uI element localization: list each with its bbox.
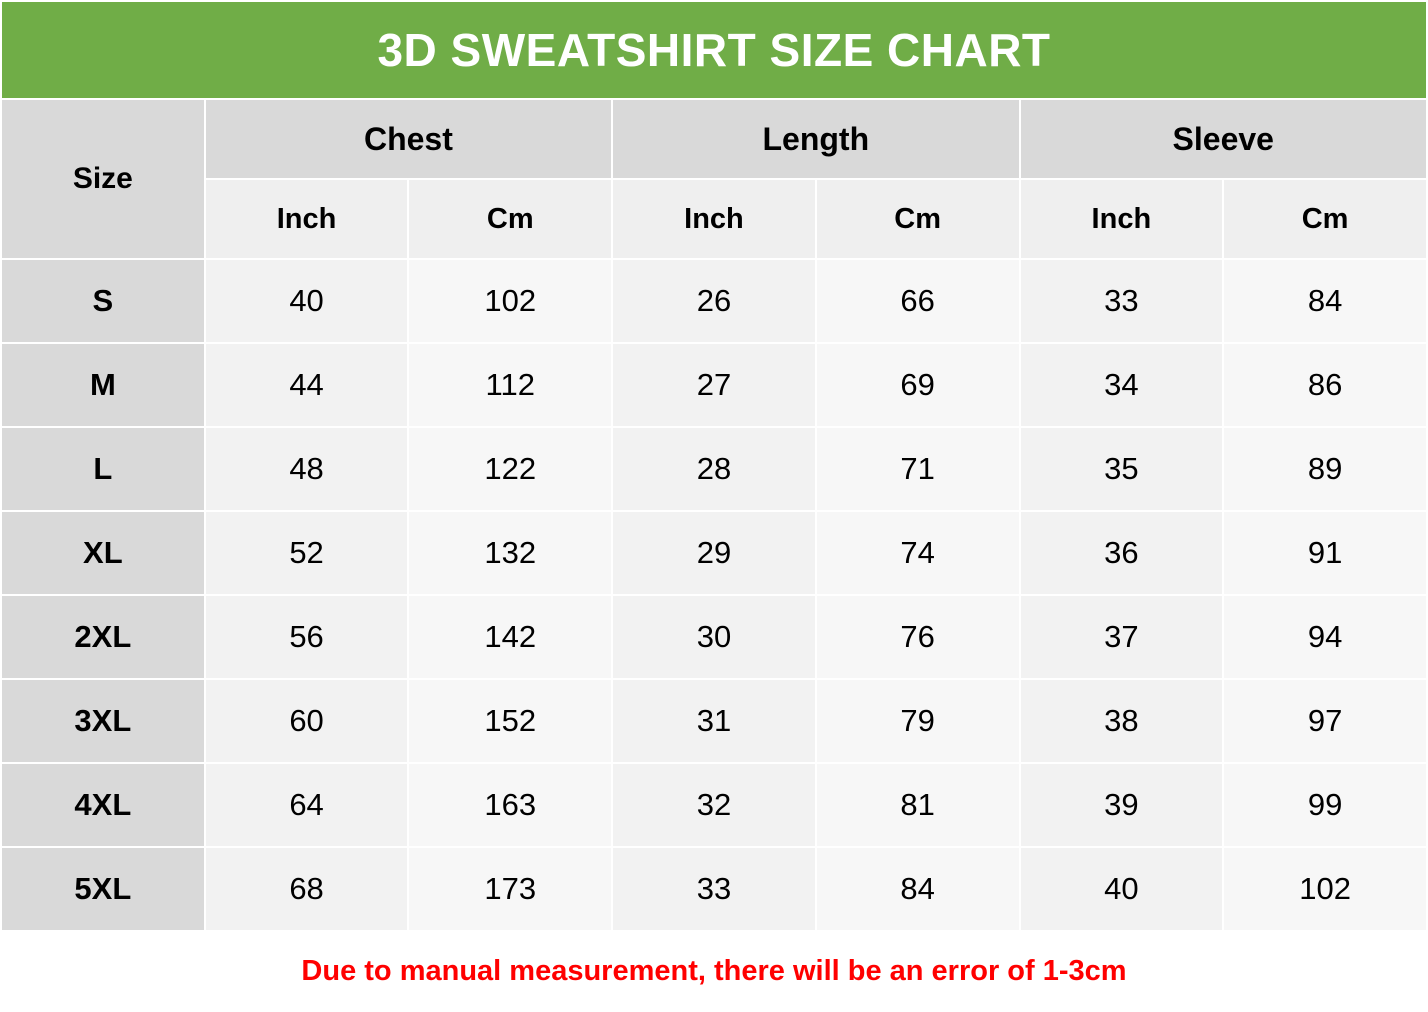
cell-length-cm: 79 xyxy=(816,679,1020,763)
column-header-size: Size xyxy=(1,99,205,259)
cell-length-inch: 29 xyxy=(612,511,816,595)
cell-length-inch: 33 xyxy=(612,847,816,931)
cell-chest-cm: 142 xyxy=(408,595,612,679)
cell-chest-inch: 44 xyxy=(205,343,409,427)
cell-sleeve-cm: 84 xyxy=(1223,259,1427,343)
cell-sleeve-inch: 36 xyxy=(1020,511,1224,595)
column-header-sleeve-cm: Cm xyxy=(1223,179,1427,259)
table-title-row xyxy=(1,1,1427,99)
column-group-sleeve: Sleeve xyxy=(1020,99,1427,179)
column-group-chest: Chest xyxy=(205,99,612,179)
table-row xyxy=(1,679,1427,763)
cell-sleeve-inch: 38 xyxy=(1020,679,1224,763)
row-size-label: L xyxy=(1,427,205,511)
cell-chest-inch: 60 xyxy=(205,679,409,763)
cell-chest-cm: 152 xyxy=(408,679,612,763)
cell-length-cm: 74 xyxy=(816,511,1020,595)
column-header-sleeve-inch: Inch xyxy=(1020,179,1224,259)
cell-chest-inch: 48 xyxy=(205,427,409,511)
cell-length-cm: 66 xyxy=(816,259,1020,343)
row-size-label: M xyxy=(1,343,205,427)
cell-sleeve-cm: 102 xyxy=(1223,847,1427,931)
cell-sleeve-inch: 39 xyxy=(1020,763,1224,847)
cell-length-inch: 30 xyxy=(612,595,816,679)
column-header-chest-cm: Cm xyxy=(408,179,612,259)
table-row xyxy=(1,595,1427,679)
cell-chest-inch: 68 xyxy=(205,847,409,931)
cell-chest-cm: 102 xyxy=(408,259,612,343)
row-size-label: 2XL xyxy=(1,595,205,679)
cell-sleeve-inch: 33 xyxy=(1020,259,1224,343)
cell-sleeve-inch: 34 xyxy=(1020,343,1224,427)
row-size-label: S xyxy=(1,259,205,343)
table-unit-header-row xyxy=(1,179,1427,259)
cell-length-cm: 84 xyxy=(816,847,1020,931)
page-title: 3D SWEATSHIRT SIZE CHART xyxy=(1,1,1427,99)
measurement-note: Due to manual measurement, there will be an error of 1-3cm xyxy=(1,931,1427,1011)
cell-length-inch: 28 xyxy=(612,427,816,511)
table-row xyxy=(1,259,1427,343)
cell-sleeve-cm: 97 xyxy=(1223,679,1427,763)
cell-sleeve-cm: 99 xyxy=(1223,763,1427,847)
table-row xyxy=(1,847,1427,931)
cell-chest-inch: 40 xyxy=(205,259,409,343)
row-size-label: 4XL xyxy=(1,763,205,847)
cell-sleeve-inch: 35 xyxy=(1020,427,1224,511)
table-group-header-row xyxy=(1,99,1427,179)
cell-chest-inch: 64 xyxy=(205,763,409,847)
cell-chest-inch: 52 xyxy=(205,511,409,595)
table-row xyxy=(1,763,1427,847)
cell-length-inch: 26 xyxy=(612,259,816,343)
cell-chest-cm: 132 xyxy=(408,511,612,595)
row-size-label: 3XL xyxy=(1,679,205,763)
row-size-label: XL xyxy=(1,511,205,595)
cell-chest-cm: 112 xyxy=(408,343,612,427)
cell-length-inch: 32 xyxy=(612,763,816,847)
cell-length-cm: 69 xyxy=(816,343,1020,427)
table-row xyxy=(1,343,1427,427)
cell-chest-inch: 56 xyxy=(205,595,409,679)
table-row xyxy=(1,511,1427,595)
cell-sleeve-cm: 94 xyxy=(1223,595,1427,679)
column-group-length: Length xyxy=(612,99,1019,179)
cell-chest-cm: 163 xyxy=(408,763,612,847)
column-header-length-inch: Inch xyxy=(612,179,816,259)
cell-length-inch: 31 xyxy=(612,679,816,763)
cell-sleeve-cm: 89 xyxy=(1223,427,1427,511)
column-header-length-cm: Cm xyxy=(816,179,1020,259)
table-row xyxy=(1,427,1427,511)
cell-chest-cm: 122 xyxy=(408,427,612,511)
row-size-label: 5XL xyxy=(1,847,205,931)
cell-length-inch: 27 xyxy=(612,343,816,427)
column-header-chest-inch: Inch xyxy=(205,179,409,259)
cell-chest-cm: 173 xyxy=(408,847,612,931)
cell-sleeve-cm: 91 xyxy=(1223,511,1427,595)
table-note-row xyxy=(1,931,1427,1011)
cell-sleeve-inch: 37 xyxy=(1020,595,1224,679)
cell-length-cm: 71 xyxy=(816,427,1020,511)
cell-sleeve-cm: 86 xyxy=(1223,343,1427,427)
cell-length-cm: 81 xyxy=(816,763,1020,847)
cell-sleeve-inch: 40 xyxy=(1020,847,1224,931)
cell-length-cm: 76 xyxy=(816,595,1020,679)
